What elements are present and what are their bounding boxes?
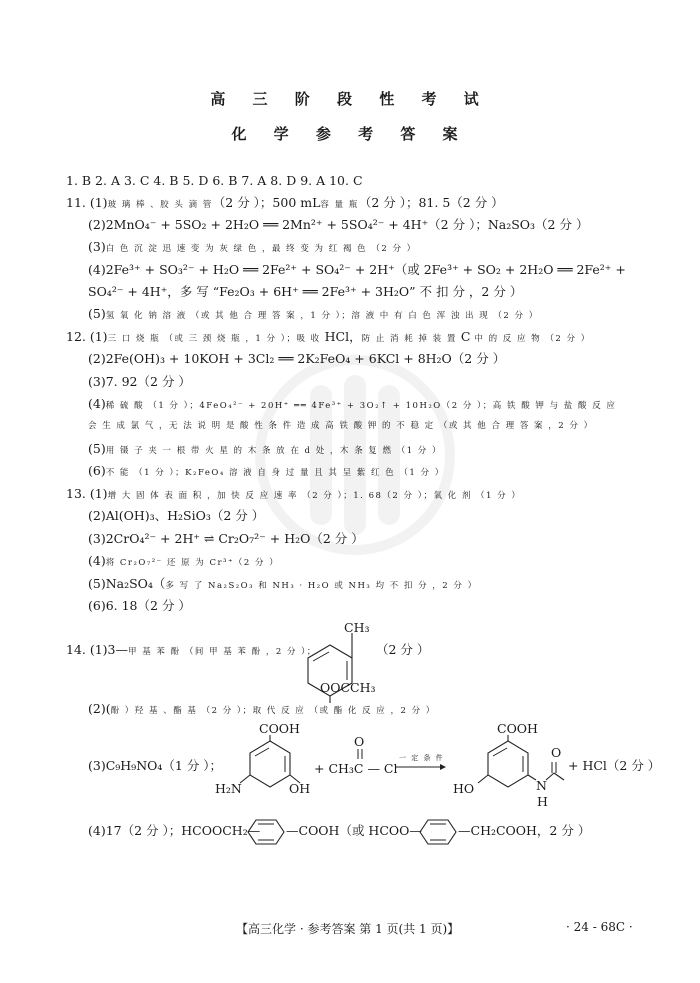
q11-1: 11. (1)玻 璃 棒 、胶 头 滴 管（2 分 ）；500 mL容 量 瓶（2 分 ）；81. 5（2 分 ） [66,195,504,210]
carbonyl-o-label-1: O [354,734,365,749]
cooh-label-1: COOH [259,721,300,736]
reaction-condition: 一 定 条 件 [399,754,445,762]
ooccch3-label: OOCCH₃ [320,680,376,695]
q13-5: (5)Na₂SO₄（多 写 了 Na₂S₂O₃ 和 NH₃ · H₂O 或 NH₃ 均 不 扣 分 ，2 分 ） [88,576,478,591]
benzene-ring-2 [418,816,458,848]
q14-4-part2: —COOH（或 HCOO— [286,823,422,838]
acetyl-chloride: + CH₃C — Cl [314,761,398,776]
choice-answers: 1. B 2. A 3. C 4. B 5. D 6. B 7. A 8. D 9. A 10. C [66,173,363,188]
q12-3: (3)7. 92（2 分 ） [88,374,191,389]
q11-2: (2)2MnO₄⁻ + 5SO₂ + 2H₂O ══ 2Mn²⁺ + 5SO₄²⁻ + 4H⁺（2 分 ）；Na₂SO₃（2 分 ） [88,217,589,232]
h2n-label: H₂N [215,781,242,796]
reaction-arrow [396,763,446,771]
q11-4: (4)2Fe³⁺ + SO₃²⁻ + H₂O ══ 2Fe²⁺ + SO₄²⁻ + 2H⁺（或 2Fe³⁺ + SO₂ + 2H₂O ══ 2Fe²⁺ + [88,262,626,277]
q11-4-cont: SO₄²⁻ + 4H⁺，多 写 “Fe₂O₃ + 6H⁺ ══ 2Fe³⁺ + 3H₂O” 不 扣 分 ，2 分 ） [88,284,523,299]
q13-3: (3)2CrO₄²⁻ + 2H⁺ ⇌ Cr₂O₇²⁻ + H₂O（2 分 ） [88,531,364,546]
q14-2: (2)(酚 ）羟 基 、酯 基 （2 分 ）；取 代 反 应 （或 酯 化 反 应 ，2 分 ） [88,701,436,716]
amide-n-label: N [536,778,547,793]
q12-2: (2)2Fe(OH)₃ + 10KOH + 3Cl₂ ══ 2K₂FeO₄ + 6KCl + 8H₂O（2 分 ） [88,351,506,366]
q12-1: 12. (1)三 口 烧 瓶 （或 三 颈 烧 瓶 ，1 分 ）；吸 收 HCl，防 止 消 耗 掉 装 置 C 中 的 反 应 物 （2 分 ） [66,329,591,344]
q14-4-part1: (4)17（2 分 ）；HCOOCH₂— [88,823,261,838]
document-subtitle: 化 学 参 考 答 案 [231,125,469,143]
q14-1: 14. (1)3—甲 基 苯 酚 （间 甲 基 苯 酚 ，2 分 ）； [66,642,317,657]
document-title: 高 三 阶 段 性 考 试 [210,90,490,108]
ho-label: HO [453,781,475,796]
footer-page-info: 【高三化学 · 参考答案 第 1 页(共 1 页)】 [236,922,460,936]
amide-h-label: H [537,794,548,809]
q13-1: 13. (1)增 大 固 体 表 面 积 ，加 快 反 应 速 率 （2 分 ）；1. 68（2 分 ）；氧 化 剂 （1 分 ） [66,486,522,501]
q12-4: (4)稀 硫 酸 （1 分 ）；4FeO₄²⁻ + 20H⁺ ══ 4Fe³⁺ + 3O₂↑ + 10H₂O（2 分 ）；高 铁 酸 钾 与 盐 酸 反 应 [88,396,617,411]
q12-6: (6)不 能 （1 分 ）；K₂FeO₄ 溶 液 自 身 过 量 且 其 呈 紫 红 色 （1 分 ） [88,463,445,478]
ch3-label: CH₃ [344,620,370,635]
q11-3: (3)白 色 沉 淀 迅 速 变 为 灰 绿 色 ，最 终 变 为 红 褐 色 （2 分 ） [88,239,417,254]
cooh-label-2: COOH [497,721,538,736]
q13-6: (6)6. 18（2 分 ） [88,598,191,613]
q14-1-score: （2 分 ） [376,642,430,657]
q13-2: (2)Al(OH)₃、H₂SiO₃（2 分 ） [88,508,265,523]
oh-label: OH [289,781,311,796]
benzene-ring-1 [246,816,286,848]
q13-4: (4)将 Cr₂O₇²⁻ 还 原 为 Cr³⁺（2 分 ） [88,553,280,568]
carbonyl-o-label-2: O [551,745,562,760]
q11-5: (5)氢 氧 化 钠 溶 液 （或 其 他 合 理 答 案 ，1 分 ）；溶 液 中 有 白 色 浑 浊 出 现 （2 分 ） [88,306,539,321]
q12-5: (5)用 镊 子 夹 一 根 带 火 星 的 木 条 放 在 d 处 ，木 条 复 燃 （1 分 ） [88,441,443,456]
footer-code: · 24 - 68C · [566,920,633,934]
q14-3-formula: (3)C₉H₉NO₄（1 分 ）； [88,758,223,773]
q14-4-part3: —CH₂COOH，2 分 ） [458,823,591,838]
q12-4-cont: 会 生 成 氯 气 ，无 法 说 明 是 酸 性 条 件 造 成 高 铁 酸 钾 的 不 稳 定 （或 其 他 合 理 答 案 ，2 分 ） [88,421,594,431]
q14-3-hcl: + HCl（2 分 ） [568,758,661,773]
